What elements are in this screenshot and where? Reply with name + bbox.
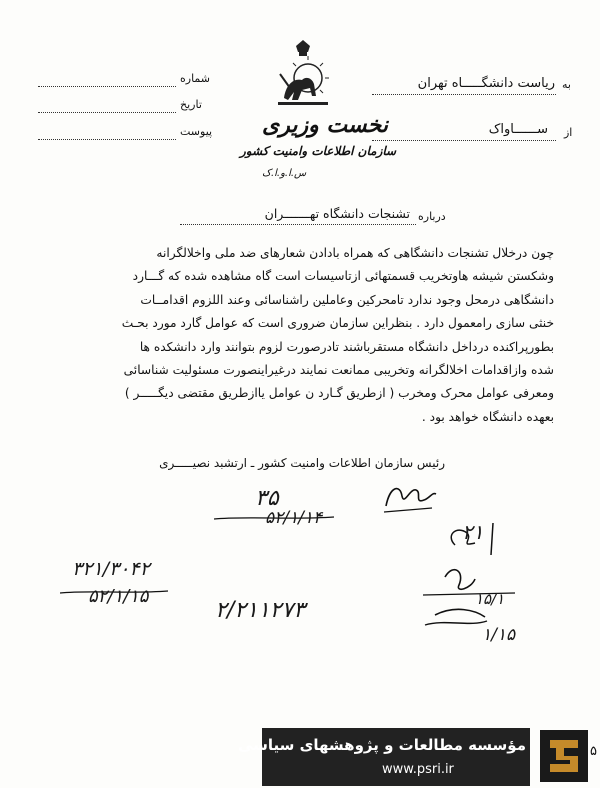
handwritten-signature-date: ۵۲/۱/۱۴ [265,508,323,528]
signature-scribble-icon [380,476,440,516]
body-line: وشکستن شیشه هاوتخریب قسمتهائی ازتاسیسات است گاه مشاهده شده که گـــارد [132,269,554,284]
attachment-label: پیوست [180,125,213,138]
handwritten-left-date: ۵۲/۱/۱۵ [88,586,149,607]
footer-institute: مؤسسه مطالعات و پژوهشهای سیاسی [237,736,526,754]
date-label: تاریخ [180,98,202,111]
attachment-line [38,139,176,140]
office-code: س.ا.و.ا.ک [262,168,307,179]
handwritten-signature-number: ۳۵ [255,486,279,511]
from-value: ســــــاواک [488,122,548,137]
handwritten-center-number: ۲/۲۱۱۲۷۳ [215,598,306,623]
lion-and-sun-emblem-icon [272,38,334,110]
signature-title: رئیس سازمان اطلاعات وامنیت کشور ـ ارتشبد نصیـــــری [159,456,445,470]
to-label: به [562,78,571,91]
to-line [372,94,556,95]
body-line: شده وازاقدامات اخلالگرانه وتخریبی ممانعت نمایند درغیراینصورت مسئولیت شناسائی [123,363,554,378]
institute-logo-icon [540,730,588,782]
office-title: نخست وزیری [262,112,388,138]
subject-value: تشنجات دانشگاه تهـــــــران [264,206,410,221]
subject-label: درباره [418,210,446,223]
handwritten-left-ref: ۳۲۱/۳۰۴۲ [72,558,150,580]
handwritten-right-note-2: ۱۵/۱ [475,590,505,608]
date-line [38,112,176,113]
number-line [38,86,176,87]
from-label: از [564,126,573,139]
body-line: بعهده دانشگاه خواهد بود . [421,409,554,424]
footer-website: www.psri.ir [382,762,454,777]
body-line: ومعرفی عوامل محرک ومخرب ( ازطریق گـارد ن عوامل یاازطریق مقتضی دیگـــــر ) [124,386,554,401]
to-value: ریاست دانشگـــــاه تهران [417,76,555,91]
office-subtitle: سازمان اطلاعات وامنیت کشور [240,144,397,158]
body-line: بطورپراکنده درداخل دانشگاه مستقرباشند تادرصورت لزوم بتوانند وارد دانشکده ها [139,339,554,354]
body-line: دانشگاهی درمحل وجود ندارد تامحرکین وعاملین راشناسائی وعند اللزوم اقدامــات [140,292,554,307]
handwritten-right-note-3: ۱/۱۵ [482,625,516,645]
letter-body [64,242,554,429]
letterhead [0,0,600,200]
handwritten-right-note-1: ۲۱ [462,520,484,544]
footer-bar [237,728,530,786]
body-line: چون درخلال تشنجات دانشگاهی که همراه بادادن شعارهای ضد ملی واخلالگرانه [156,246,554,260]
number-label: شماره [180,72,211,85]
page-number: ۵ [590,744,597,759]
body-line: خنثی سازی رامعمول دارد . بنظراین سازمان ضروری است که عوامل گارد مورد بحـث [121,316,554,331]
subject-line [180,224,416,225]
from-line [372,140,556,141]
